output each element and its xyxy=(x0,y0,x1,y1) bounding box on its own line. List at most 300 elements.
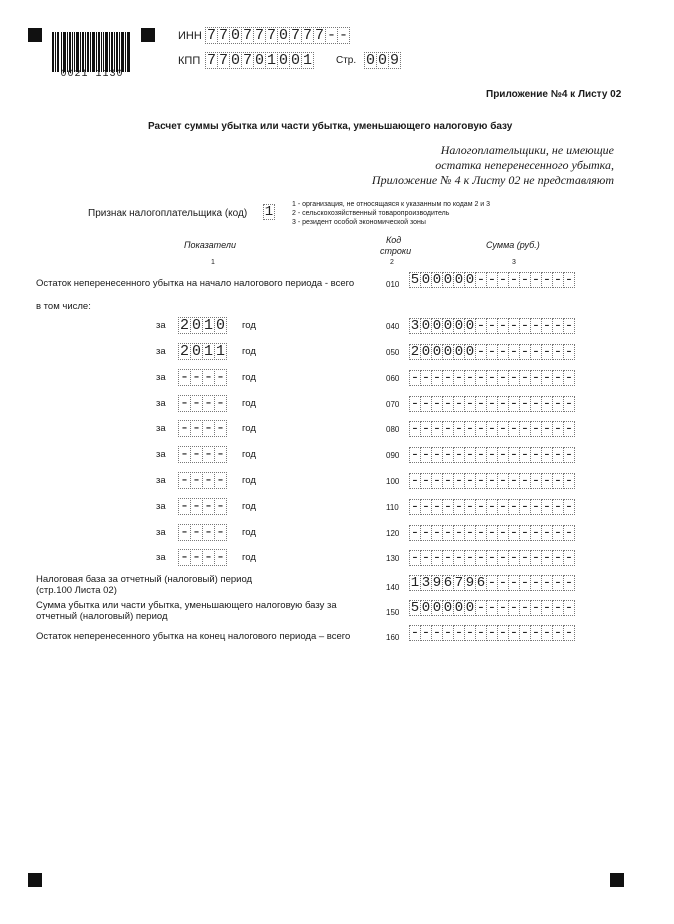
char-cell[interactable]: - xyxy=(443,370,453,386)
char-cell[interactable]: - xyxy=(443,625,453,641)
row-150-sum-cells[interactable] xyxy=(409,600,575,616)
char-cell[interactable]: - xyxy=(564,272,574,288)
char-cell[interactable]: - xyxy=(520,370,530,386)
char-cell[interactable]: - xyxy=(203,420,213,437)
char-cell[interactable]: - xyxy=(553,344,563,360)
char-cell[interactable]: - xyxy=(215,369,225,386)
char-cell[interactable]: - xyxy=(454,625,464,641)
char-cell[interactable]: 7 xyxy=(254,27,264,44)
char-cell[interactable]: 0 xyxy=(191,317,201,334)
char-cell[interactable]: - xyxy=(564,370,574,386)
char-cell[interactable]: - xyxy=(553,625,563,641)
char-cell[interactable]: 0 xyxy=(215,317,225,334)
char-cell[interactable]: - xyxy=(421,550,431,566)
char-cell[interactable]: - xyxy=(432,499,442,515)
char-cell[interactable]: 0 xyxy=(465,272,475,288)
char-cell[interactable]: - xyxy=(443,421,453,437)
char-cell[interactable]: - xyxy=(509,625,519,641)
char-cell[interactable]: - xyxy=(542,344,552,360)
year-row-sum-cells[interactable] xyxy=(409,396,575,412)
year-row-year-cells[interactable] xyxy=(178,472,227,489)
char-cell[interactable]: - xyxy=(564,550,574,566)
char-cell[interactable]: - xyxy=(564,600,574,616)
char-cell[interactable]: - xyxy=(531,499,541,515)
char-cell[interactable]: - xyxy=(476,344,486,360)
year-row-year-cells[interactable] xyxy=(178,549,227,566)
char-cell[interactable]: - xyxy=(542,499,552,515)
char-cell[interactable]: - xyxy=(553,272,563,288)
char-cell[interactable]: 0 xyxy=(278,52,288,69)
char-cell[interactable]: 1 xyxy=(203,317,213,334)
char-cell[interactable]: - xyxy=(553,318,563,334)
char-cell[interactable]: 1 xyxy=(302,52,312,69)
char-cell[interactable]: 7 xyxy=(218,27,228,44)
char-cell[interactable]: - xyxy=(191,446,201,463)
char-cell[interactable]: - xyxy=(564,344,574,360)
char-cell[interactable]: - xyxy=(443,550,453,566)
char-cell[interactable]: - xyxy=(553,473,563,489)
char-cell[interactable]: - xyxy=(487,625,497,641)
char-cell[interactable]: - xyxy=(531,318,541,334)
char-cell[interactable]: 1 xyxy=(266,52,276,69)
char-cell[interactable]: 5 xyxy=(410,600,420,616)
char-cell[interactable]: 0 xyxy=(421,272,431,288)
char-cell[interactable]: - xyxy=(553,550,563,566)
char-cell[interactable]: - xyxy=(564,396,574,412)
char-cell[interactable]: - xyxy=(410,396,420,412)
char-cell[interactable]: - xyxy=(498,550,508,566)
char-cell[interactable]: - xyxy=(410,499,420,515)
char-cell[interactable]: - xyxy=(179,524,189,541)
char-cell[interactable]: - xyxy=(432,550,442,566)
char-cell[interactable]: - xyxy=(520,525,530,541)
char-cell[interactable]: 5 xyxy=(410,272,420,288)
char-cell[interactable]: - xyxy=(509,447,519,463)
year-row-sum-cells[interactable] xyxy=(409,370,575,386)
char-cell[interactable]: - xyxy=(564,318,574,334)
char-cell[interactable]: - xyxy=(432,396,442,412)
char-cell[interactable]: - xyxy=(410,625,420,641)
char-cell[interactable]: - xyxy=(520,421,530,437)
char-cell[interactable]: - xyxy=(476,370,486,386)
char-cell[interactable]: 0 xyxy=(278,27,288,44)
char-cell[interactable]: - xyxy=(564,421,574,437)
char-cell[interactable]: - xyxy=(520,318,530,334)
year-row-sum-cells[interactable] xyxy=(409,421,575,437)
char-cell[interactable]: 0 xyxy=(230,52,240,69)
char-cell[interactable]: - xyxy=(179,446,189,463)
char-cell[interactable]: 0 xyxy=(432,272,442,288)
char-cell[interactable]: - xyxy=(487,447,497,463)
char-cell[interactable]: - xyxy=(520,550,530,566)
char-cell[interactable]: 0 xyxy=(443,318,453,334)
row-140-sum-cells[interactable] xyxy=(409,575,575,591)
char-cell[interactable]: - xyxy=(487,318,497,334)
char-cell[interactable]: - xyxy=(542,370,552,386)
char-cell[interactable]: - xyxy=(215,524,225,541)
char-cell[interactable]: - xyxy=(487,600,497,616)
char-cell[interactable]: - xyxy=(509,421,519,437)
year-row-year-cells[interactable] xyxy=(178,524,227,541)
year-row-sum-cells[interactable] xyxy=(409,344,575,360)
char-cell[interactable]: 1 xyxy=(410,575,420,591)
char-cell[interactable]: 0 xyxy=(254,52,264,69)
char-cell[interactable]: - xyxy=(509,272,519,288)
char-cell[interactable]: 3 xyxy=(421,575,431,591)
char-cell[interactable]: 6 xyxy=(443,575,453,591)
year-row-sum-cells[interactable] xyxy=(409,447,575,463)
char-cell[interactable]: - xyxy=(179,420,189,437)
char-cell[interactable]: - xyxy=(531,525,541,541)
char-cell[interactable]: 7 xyxy=(206,52,216,69)
char-cell[interactable]: - xyxy=(432,421,442,437)
char-cell[interactable]: 0 xyxy=(454,318,464,334)
char-cell[interactable]: 0 xyxy=(365,52,375,69)
char-cell[interactable]: - xyxy=(191,420,201,437)
char-cell[interactable]: - xyxy=(421,396,431,412)
char-cell[interactable]: - xyxy=(531,600,541,616)
char-cell[interactable]: 2 xyxy=(179,317,189,334)
char-cell[interactable]: 7 xyxy=(314,27,324,44)
char-cell[interactable]: 7 xyxy=(242,52,252,69)
char-cell[interactable]: - xyxy=(476,499,486,515)
char-cell[interactable]: - xyxy=(531,370,541,386)
char-cell[interactable]: - xyxy=(410,473,420,489)
char-cell[interactable]: - xyxy=(553,525,563,541)
char-cell[interactable]: 7 xyxy=(242,27,252,44)
char-cell[interactable]: - xyxy=(454,370,464,386)
char-cell[interactable]: - xyxy=(443,447,453,463)
char-cell[interactable]: - xyxy=(542,625,552,641)
char-cell[interactable]: - xyxy=(531,550,541,566)
char-cell[interactable]: - xyxy=(410,447,420,463)
char-cell[interactable]: 7 xyxy=(454,575,464,591)
row-010-sum-cells[interactable] xyxy=(409,272,575,288)
char-cell[interactable]: 0 xyxy=(465,344,475,360)
char-cell[interactable]: - xyxy=(553,499,563,515)
char-cell[interactable]: - xyxy=(498,318,508,334)
char-cell[interactable]: 7 xyxy=(302,27,312,44)
char-cell[interactable]: - xyxy=(476,600,486,616)
year-row-sum-cells[interactable] xyxy=(409,318,575,334)
char-cell[interactable]: - xyxy=(465,625,475,641)
char-cell[interactable]: - xyxy=(476,525,486,541)
char-cell[interactable]: - xyxy=(454,499,464,515)
char-cell[interactable]: - xyxy=(498,396,508,412)
year-row-year-cells[interactable] xyxy=(178,420,227,437)
char-cell[interactable]: 0 xyxy=(465,600,475,616)
char-cell[interactable]: 7 xyxy=(290,27,300,44)
char-cell[interactable]: - xyxy=(553,370,563,386)
char-cell[interactable]: - xyxy=(443,473,453,489)
char-cell[interactable]: - xyxy=(179,395,189,412)
char-cell[interactable]: - xyxy=(520,344,530,360)
char-cell[interactable]: - xyxy=(520,600,530,616)
char-cell[interactable]: - xyxy=(564,625,574,641)
char-cell[interactable]: - xyxy=(421,499,431,515)
char-cell[interactable]: - xyxy=(520,396,530,412)
char-cell[interactable]: 0 xyxy=(443,600,453,616)
char-cell[interactable]: - xyxy=(542,600,552,616)
char-cell[interactable]: - xyxy=(531,447,541,463)
char-cell[interactable]: 2 xyxy=(410,344,420,360)
char-cell[interactable]: - xyxy=(542,396,552,412)
char-cell[interactable]: - xyxy=(476,550,486,566)
char-cell[interactable]: - xyxy=(520,272,530,288)
char-cell[interactable]: - xyxy=(498,575,508,591)
char-cell[interactable]: - xyxy=(421,421,431,437)
char-cell[interactable]: - xyxy=(465,447,475,463)
char-cell[interactable]: - xyxy=(509,318,519,334)
char-cell[interactable]: - xyxy=(487,396,497,412)
char-cell[interactable]: 3 xyxy=(410,318,420,334)
year-row-sum-cells[interactable] xyxy=(409,550,575,566)
year-row-year-cells[interactable] xyxy=(178,498,227,515)
char-cell[interactable]: - xyxy=(542,421,552,437)
char-cell[interactable]: - xyxy=(487,525,497,541)
char-cell[interactable]: 0 xyxy=(230,27,240,44)
char-cell[interactable]: - xyxy=(553,447,563,463)
char-cell[interactable]: - xyxy=(542,473,552,489)
char-cell[interactable]: 0 xyxy=(443,272,453,288)
char-cell[interactable]: - xyxy=(498,625,508,641)
char-cell[interactable]: - xyxy=(432,625,442,641)
char-cell[interactable]: - xyxy=(203,369,213,386)
char-cell[interactable]: 0 xyxy=(432,344,442,360)
char-cell[interactable]: 2 xyxy=(179,343,189,360)
char-cell[interactable]: - xyxy=(487,473,497,489)
char-cell[interactable]: 1 xyxy=(215,343,225,360)
char-cell[interactable]: - xyxy=(432,473,442,489)
char-cell[interactable]: - xyxy=(215,446,225,463)
char-cell[interactable]: - xyxy=(553,396,563,412)
char-cell[interactable]: - xyxy=(443,525,453,541)
char-cell[interactable]: - xyxy=(476,473,486,489)
char-cell[interactable]: - xyxy=(203,549,213,566)
char-cell[interactable]: 0 xyxy=(290,52,300,69)
char-cell[interactable]: - xyxy=(179,472,189,489)
char-cell[interactable]: - xyxy=(191,472,201,489)
char-cell[interactable]: 0 xyxy=(377,52,387,69)
char-cell[interactable]: - xyxy=(509,600,519,616)
char-cell[interactable]: - xyxy=(203,446,213,463)
char-cell[interactable]: - xyxy=(498,525,508,541)
char-cell[interactable]: - xyxy=(326,27,336,44)
char-cell[interactable]: - xyxy=(410,370,420,386)
char-cell[interactable]: 9 xyxy=(465,575,475,591)
char-cell[interactable]: - xyxy=(465,370,475,386)
char-cell[interactable]: - xyxy=(531,272,541,288)
char-cell[interactable]: - xyxy=(531,473,541,489)
char-cell[interactable]: - xyxy=(520,499,530,515)
char-cell[interactable]: - xyxy=(564,473,574,489)
char-cell[interactable]: - xyxy=(203,498,213,515)
char-cell[interactable]: 0 xyxy=(432,600,442,616)
year-row-year-cells[interactable] xyxy=(178,369,227,386)
char-cell[interactable]: - xyxy=(179,369,189,386)
char-cell[interactable]: - xyxy=(498,272,508,288)
char-cell[interactable]: - xyxy=(432,447,442,463)
char-cell[interactable]: - xyxy=(191,498,201,515)
char-cell[interactable]: - xyxy=(215,549,225,566)
char-cell[interactable]: - xyxy=(564,447,574,463)
char-cell[interactable]: - xyxy=(487,272,497,288)
char-cell[interactable]: - xyxy=(542,272,552,288)
char-cell[interactable]: - xyxy=(487,499,497,515)
char-cell[interactable]: - xyxy=(215,498,225,515)
char-cell[interactable]: - xyxy=(465,499,475,515)
char-cell[interactable]: - xyxy=(487,575,497,591)
char-cell[interactable]: - xyxy=(509,525,519,541)
char-cell[interactable]: - xyxy=(498,473,508,489)
char-cell[interactable]: - xyxy=(465,396,475,412)
char-cell[interactable]: - xyxy=(498,370,508,386)
char-cell[interactable]: - xyxy=(432,370,442,386)
char-cell[interactable]: - xyxy=(203,524,213,541)
char-cell[interactable]: - xyxy=(215,472,225,489)
char-cell[interactable]: - xyxy=(421,447,431,463)
year-row-year-cells[interactable] xyxy=(178,343,227,360)
char-cell[interactable]: - xyxy=(520,575,530,591)
char-cell[interactable]: - xyxy=(487,370,497,386)
char-cell[interactable]: - xyxy=(215,395,225,412)
char-cell[interactable]: 0 xyxy=(421,600,431,616)
year-row-sum-cells[interactable] xyxy=(409,525,575,541)
year-row-year-cells[interactable] xyxy=(178,317,227,334)
char-cell[interactable]: - xyxy=(564,575,574,591)
char-cell[interactable]: - xyxy=(465,421,475,437)
char-cell[interactable]: - xyxy=(542,550,552,566)
char-cell[interactable]: 0 xyxy=(421,318,431,334)
char-cell[interactable]: - xyxy=(531,625,541,641)
char-cell[interactable]: - xyxy=(432,525,442,541)
char-cell[interactable]: - xyxy=(191,395,201,412)
char-cell[interactable]: - xyxy=(542,525,552,541)
taxpayer-sign-cell[interactable] xyxy=(263,204,275,220)
char-cell[interactable]: - xyxy=(509,550,519,566)
char-cell[interactable]: - xyxy=(564,499,574,515)
char-cell[interactable]: - xyxy=(191,524,201,541)
char-cell[interactable]: - xyxy=(465,525,475,541)
char-cell[interactable]: 1 xyxy=(264,204,274,220)
char-cell[interactable]: - xyxy=(454,525,464,541)
char-cell[interactable]: 0 xyxy=(465,318,475,334)
char-cell[interactable]: - xyxy=(553,575,563,591)
char-cell[interactable]: - xyxy=(443,396,453,412)
row-160-sum-cells[interactable] xyxy=(409,625,575,641)
char-cell[interactable]: 0 xyxy=(191,343,201,360)
char-cell[interactable]: - xyxy=(191,369,201,386)
char-cell[interactable]: - xyxy=(454,447,464,463)
char-cell[interactable]: - xyxy=(410,421,420,437)
char-cell[interactable]: - xyxy=(498,421,508,437)
char-cell[interactable]: - xyxy=(410,525,420,541)
char-cell[interactable]: - xyxy=(421,473,431,489)
char-cell[interactable]: - xyxy=(476,318,486,334)
char-cell[interactable]: - xyxy=(487,344,497,360)
char-cell[interactable]: 1 xyxy=(203,343,213,360)
char-cell[interactable]: - xyxy=(179,549,189,566)
char-cell[interactable]: - xyxy=(421,625,431,641)
char-cell[interactable]: - xyxy=(487,550,497,566)
char-cell[interactable]: - xyxy=(476,421,486,437)
char-cell[interactable]: 0 xyxy=(454,272,464,288)
char-cell[interactable]: - xyxy=(509,499,519,515)
char-cell[interactable]: - xyxy=(520,447,530,463)
char-cell[interactable]: - xyxy=(191,549,201,566)
char-cell[interactable]: - xyxy=(553,421,563,437)
char-cell[interactable]: - xyxy=(509,575,519,591)
char-cell[interactable]: - xyxy=(531,344,541,360)
char-cell[interactable]: 0 xyxy=(443,344,453,360)
char-cell[interactable]: - xyxy=(509,344,519,360)
char-cell[interactable]: - xyxy=(509,370,519,386)
char-cell[interactable]: - xyxy=(564,525,574,541)
year-row-year-cells[interactable] xyxy=(178,395,227,412)
char-cell[interactable]: - xyxy=(531,575,541,591)
char-cell[interactable]: - xyxy=(520,625,530,641)
char-cell[interactable]: - xyxy=(443,499,453,515)
char-cell[interactable]: - xyxy=(476,272,486,288)
char-cell[interactable]: - xyxy=(498,344,508,360)
char-cell[interactable]: 0 xyxy=(454,600,464,616)
year-row-year-cells[interactable] xyxy=(178,446,227,463)
char-cell[interactable]: - xyxy=(338,27,348,44)
char-cell[interactable]: - xyxy=(203,472,213,489)
char-cell[interactable]: - xyxy=(531,396,541,412)
char-cell[interactable]: - xyxy=(531,421,541,437)
char-cell[interactable]: 7 xyxy=(266,27,276,44)
char-cell[interactable]: - xyxy=(215,420,225,437)
year-row-sum-cells[interactable] xyxy=(409,473,575,489)
year-row-sum-cells[interactable] xyxy=(409,499,575,515)
char-cell[interactable]: 0 xyxy=(421,344,431,360)
char-cell[interactable]: - xyxy=(454,550,464,566)
char-cell[interactable]: 7 xyxy=(206,27,216,44)
char-cell[interactable]: - xyxy=(498,447,508,463)
char-cell[interactable]: - xyxy=(498,600,508,616)
char-cell[interactable]: - xyxy=(476,447,486,463)
char-cell[interactable]: 6 xyxy=(476,575,486,591)
char-cell[interactable]: - xyxy=(520,473,530,489)
char-cell[interactable]: - xyxy=(410,550,420,566)
char-cell[interactable]: - xyxy=(421,525,431,541)
char-cell[interactable]: 0 xyxy=(432,318,442,334)
char-cell[interactable]: - xyxy=(487,421,497,437)
char-cell[interactable]: - xyxy=(542,575,552,591)
char-cell[interactable]: 9 xyxy=(389,52,399,69)
char-cell[interactable]: - xyxy=(542,447,552,463)
char-cell[interactable]: - xyxy=(542,318,552,334)
char-cell[interactable]: 0 xyxy=(454,344,464,360)
char-cell[interactable]: - xyxy=(179,498,189,515)
char-cell[interactable]: - xyxy=(465,550,475,566)
char-cell[interactable]: - xyxy=(476,625,486,641)
char-cell[interactable]: - xyxy=(476,396,486,412)
char-cell[interactable]: - xyxy=(454,396,464,412)
char-cell[interactable]: - xyxy=(454,473,464,489)
char-cell[interactable]: - xyxy=(509,396,519,412)
char-cell[interactable]: 7 xyxy=(218,52,228,69)
char-cell[interactable]: 9 xyxy=(432,575,442,591)
char-cell[interactable]: - xyxy=(498,499,508,515)
char-cell[interactable]: - xyxy=(465,473,475,489)
char-cell[interactable]: - xyxy=(509,473,519,489)
char-cell[interactable]: - xyxy=(553,600,563,616)
char-cell[interactable]: - xyxy=(454,421,464,437)
char-cell[interactable]: - xyxy=(421,370,431,386)
char-cell[interactable]: - xyxy=(203,395,213,412)
